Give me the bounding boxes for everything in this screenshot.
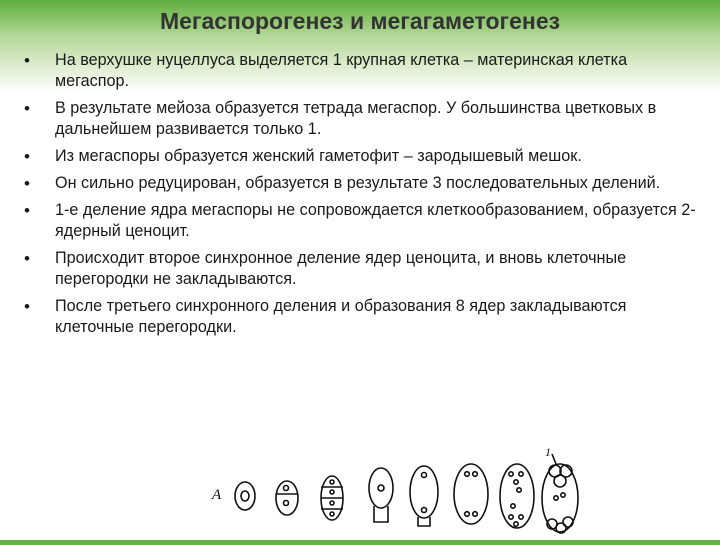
bullet-text: В результате мейоза образуется тетрада мегаспор. У большинства цветковых в дальнейшем развивается только 1. [55,99,657,138]
bullet-text: Из мегаспоры образуется женский гаметофит – зародышевый мешок. [55,147,582,165]
figure-label-a: А [212,487,222,503]
list-item [22,50,702,92]
bullet-icon: • [24,174,30,193]
mature-embryo-sac [542,454,578,533]
slide-title: Мегаспорогенез и мегагаметогенез [159,8,561,34]
list-item [22,200,702,242]
bullet-icon: • [24,297,30,316]
megaspore-mother-cell [235,482,255,510]
bullet-text: Происходит второе синхронное деление ядер ценоцита, и вновь клеточные перегородки не закладываются. [55,249,627,288]
bullet-text: 1-е деление ядра мегаспоры не сопровождается клеткообразованием, образуется 2-ядерный ценоцит. [55,201,696,240]
embryo-sac-development-figure [190,444,580,540]
bullet-icon: • [24,99,30,118]
megaspore-tetrad [321,476,343,520]
figure-label-1: 1 [545,445,551,459]
bullet-text: На верхушке нуцеллуса выделяется 1 крупная клетка – материнская клетка мегаспор. [55,51,628,90]
list-item [22,98,702,140]
two-nucleate-coenocyte [410,466,438,526]
bullet-icon: • [24,249,30,268]
eight-nucleate-coenocyte [500,464,534,528]
list-item [22,248,702,290]
bullet-text: После третьего синхронного деления и образования 8 ядер закладываются клеточные перегородки. [55,297,627,336]
list-item [22,146,702,167]
embryo-sac-diagram [190,444,580,540]
bullet-list [22,50,702,344]
four-nucleate-coenocyte [454,464,488,524]
bullet-text: Он сильно редуцирован, образуется в результате 3 последовательных делений. [55,174,661,192]
bullet-icon: • [24,201,30,220]
functional-megaspore [369,468,393,522]
bullet-icon: • [24,147,30,166]
list-item [22,296,702,338]
dyad-cell [276,481,298,515]
bullet-icon: • [24,51,30,70]
list-item [22,173,702,194]
